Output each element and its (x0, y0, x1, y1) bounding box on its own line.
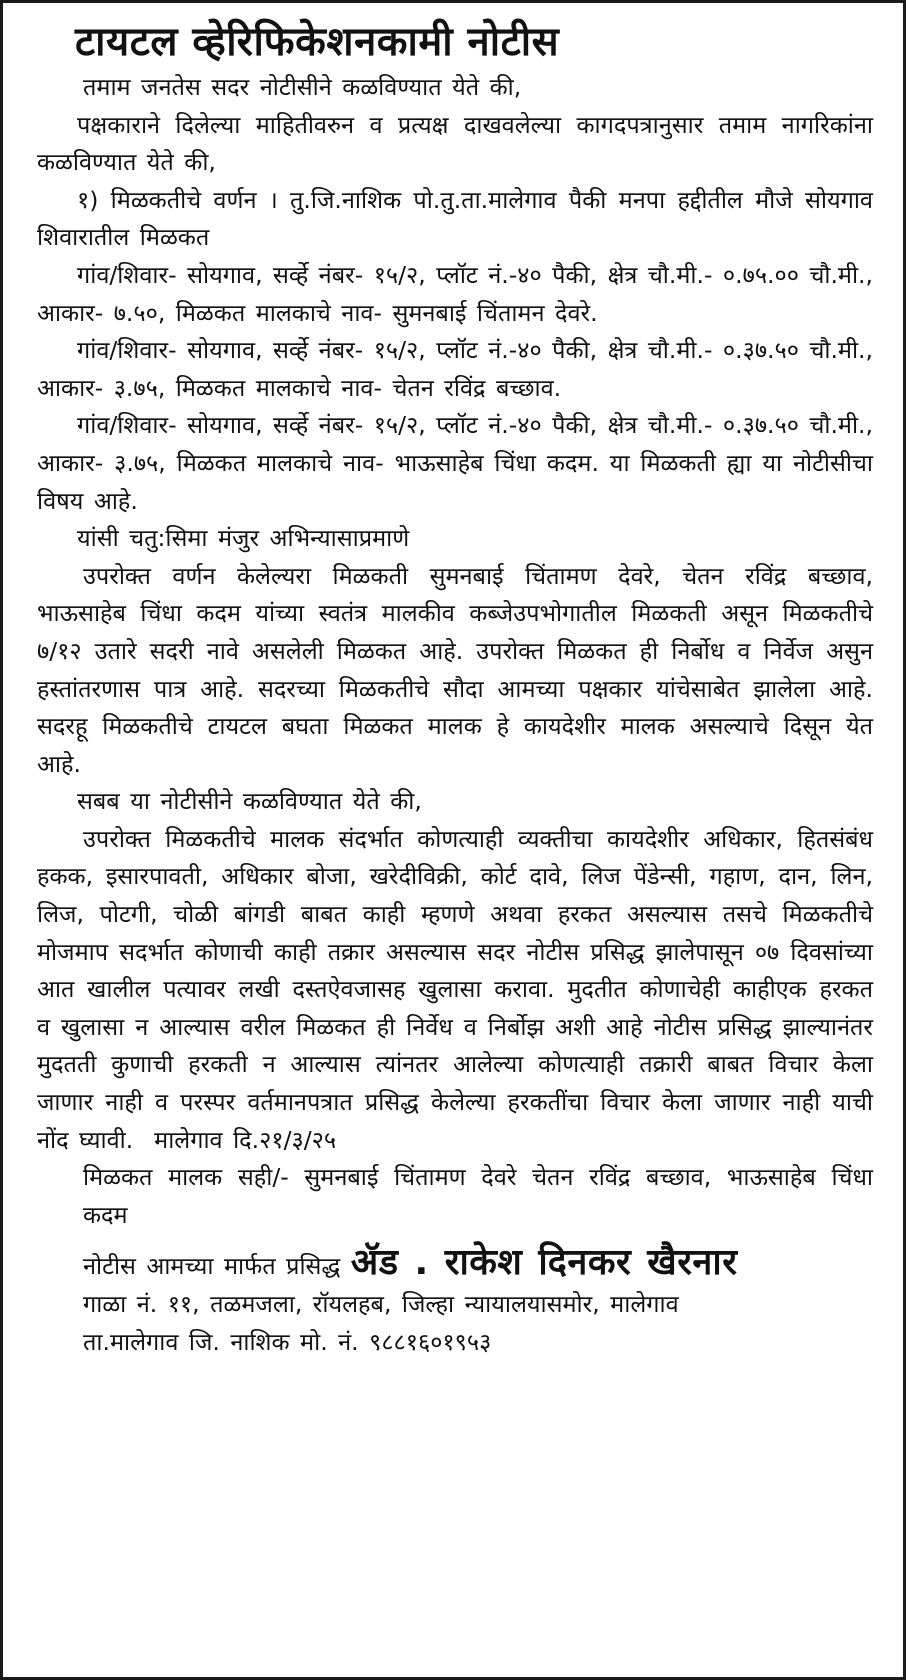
date-line: मालेगाव दि.२१/३/२५ (154, 1125, 337, 1154)
property-entry-3: गांव/शिवार- सोयगाव, सर्व्हे नंबर- १५/२, प्लॉट नं.-४० पैकी, क्षेत्र चौ.मी.- ०.३७.५० चौ.मी., आकार- ३.७५, मिळकत मालकाचे नाव- भाऊसाहेब चिंधा कदम. या मिळकती ह्या या नोटीसीचा विषय आहे. (37, 411, 873, 515)
property-entry-1: गांव/शिवार- सोयगाव, सर्व्हे नंबर- १५/२, प्लॉट नं.-४० पैकी, क्षेत्र चौ.मी.- ०.७५.०० चौ.मी., आकार- ७.५०, मिळकत मालकाचे नाव- सुमनबाई चिंतामन देवरे. (37, 260, 873, 327)
paragraph-ownership: उपरोक्त वर्णन केलेल्यरा मिळकती सुमनबाई चिंतामण देवरे, चेतन रविंद्र बच्छाव, भाऊसाहेब चिंधा कदम यांच्या स्वतंत्र मालकीव कब्जेउपभोगातील मिळकती असून मिळकतीचे ७/१२ उतारे सदरी नावे असलेली मिळकत आहे. उपरोक्त मिळकत ही निर्बोध व निर्वेज असुन हस्तांतरणास पात्र आहे. सदरच्या मिळकतीचे सौदा आमच्या पक्षकार यांचेसाबेत झालेला आहे. सदरहू मिळकतीचे टायटल बघता मिळकत मालक हे कायदेशीर मालक असल्याचे दिसून येत आहे. (37, 561, 873, 778)
address-line-1: गाळा नं. ११, तळमजला, रॉयलहब, जिल्हा न्यायालयासमोर, मालेगाव (83, 1290, 679, 1318)
advocate-name: ॲड . राकेश दिनकर खैरनार (350, 1242, 738, 1284)
address-line-2: ता.मालेगाव जि. नाशिक मो. नं. ९८८१६०१९५३ (83, 1327, 492, 1356)
intro-line: तमाम जनतेस सदर नोटीसीने कळविण्यात येते की, (83, 73, 522, 101)
published-through-label: नोटीस आमच्या मार्फत प्रसिद्ध (83, 1252, 341, 1281)
paragraph-client-info: पक्षकाराने दिलेल्या माहितीवरुन व प्रत्यक्ष दाखवलेल्या कागदपत्रानुसार तमाम नागरिकांना कळविण्यात येते की, (37, 110, 873, 177)
owners-signature: मिळकत मालक सही/- सुमनबाई चिंतामण देवरे चेतन रविंद्र बच्छाव, भाऊसाहेब चिंधा कदम (83, 1163, 873, 1229)
boundary-line: यांसी चतु:सिमा मंजुर अभिन्यासाप्रमाणे (77, 524, 410, 553)
paragraph-hence: सबब या नोटीसीने कळविण्यात येते की, (77, 787, 422, 816)
notice-title: टायटल व्हेरिफिकेशनकामी नोटीस (75, 19, 560, 65)
objections-text: उपरोक्त मिळकतीचे मालक संदर्भात कोणत्याही व्यक्तीचा कायदेशीर अधिकार, हितसंबंध हकक, इसारपावती, अधिकार बोजा, खरेदीविक्री, कोर्ट दावे, लिज पेंडेन्सी, गहाण, दान, लिन, लिज, पोटगी, चोळी बांगडी बाबत काही म्हणणे अथवा हरकत असल्यास तसचे मिळकतीचे मोजमाप सदर्भात कोणाची काही तक्रार असल्यास सदर नोटीस प्रसिद्ध झालेपासून ०७ दिवसांच्या आत खालील पत्यावर लखी दस्तऐवजासह खुलासा करावा. मुदतीत कोणाचेही काहीएक हरकत व खुलासा न आल्यास वरील मिळकत ही निर्वेध व निर्बोझ अशी आहे नोटीस प्रसिद्ध झाल्यानंतर मुदतती कुणाची हरकती न आल्यास त्यांनतर आलेल्या कोणत्याही तक्रारी बाबत विचार केला जाणार नाही व परस्पर वर्तमानपत्रात प्रसिद्ध केलेल्या हरकतींचा विचार केला जाणार नाही याची नोंद घ्यावी. (37, 824, 874, 1154)
paragraph-objections (37, 821, 873, 1159)
published-through-line (37, 1244, 873, 1286)
property-description: १) मिळकतीचे वर्णन । तु.जि.नाशिक पो.तु.ता.मालेगाव पैकी मनपा हद्दीतील मौजे सोयगाव शिवारातील मिळकत (37, 185, 873, 252)
property-entry-2: गांव/शिवार- सोयगाव, सर्व्हे नंबर- १५/२, प्लॉट नं.-४० पैकी, क्षेत्र चौ.मी.- ०.३७.५० चौ.मी., आकार- ३.७५, मिळकत मालकाचे नाव- चेतन रविंद्र बच्छाव. (37, 336, 873, 402)
